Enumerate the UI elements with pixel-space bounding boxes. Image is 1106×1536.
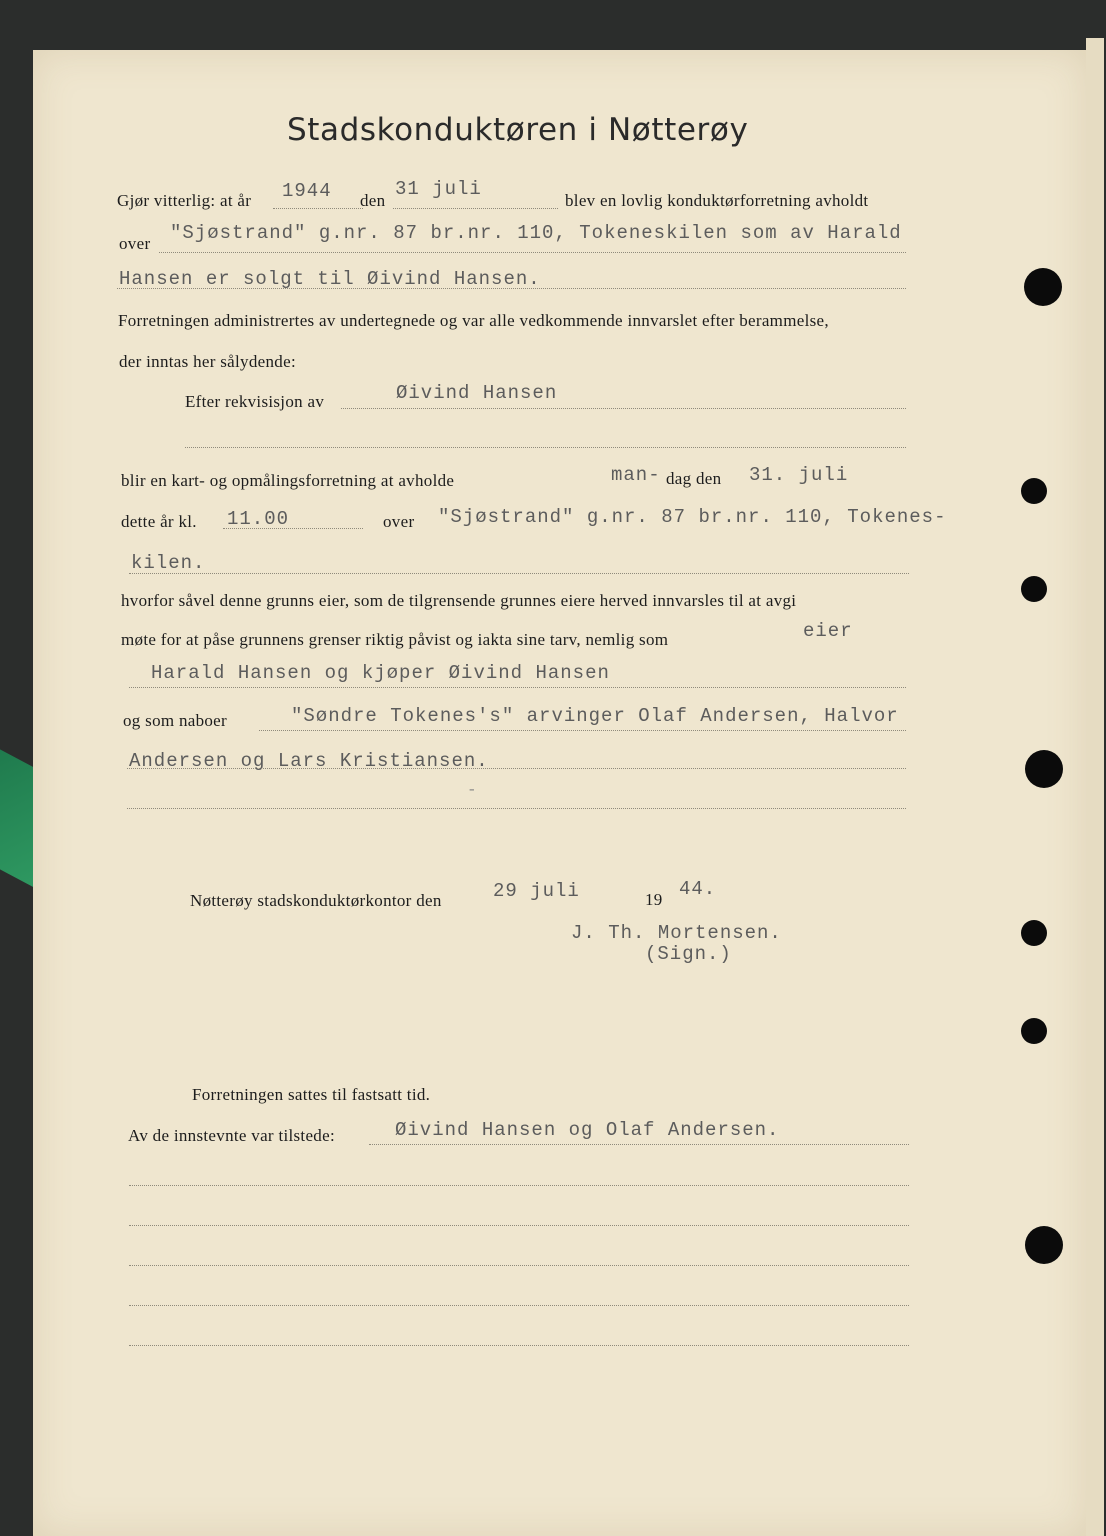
dette-ar-label: dette år kl. — [121, 512, 197, 531]
notice-line-2: møte for at påse grunnens grenser riktig påvist og iakta sine tarv, nemlig som — [121, 630, 669, 649]
footer-dotted-line-3 — [129, 1265, 909, 1266]
punch-hole — [1025, 1226, 1063, 1264]
signatory-sign: (Sign.) — [645, 943, 732, 965]
signature-place-label: Nøtterøy stadskonduktørkontor den — [190, 891, 442, 910]
owner-dotted-line — [129, 687, 906, 688]
footer-dotted-line-4 — [129, 1305, 909, 1306]
signature-year-suffix: 44. — [679, 878, 717, 900]
property-line-2: Hansen er solgt til Øivind Hansen. — [119, 268, 541, 290]
property-line-1: "Sjøstrand" g.nr. 87 br.nr. 110, Tokeneskilen som av Harald — [170, 222, 902, 244]
neighbours-dotted-line-2 — [127, 768, 906, 769]
punch-hole — [1024, 268, 1062, 306]
neighbours-line-1: "Søndre Tokenes's" arvinger Olaf Andersen, Halvor — [291, 705, 899, 727]
present-names: Øivind Hansen og Olaf Andersen. — [395, 1119, 780, 1141]
intro-suffix-label: blev en lovlig konduktørforretning avholdt — [565, 191, 869, 210]
punch-hole — [1021, 920, 1047, 946]
neighbours-dotted-line-1 — [259, 730, 906, 731]
year-dotted-line — [273, 208, 363, 209]
intro-den-label: den — [360, 191, 386, 210]
survey-time: 11.00 — [227, 508, 290, 530]
signatory-name: J. Th. Mortensen. — [571, 922, 782, 944]
over-label: over — [119, 234, 151, 253]
admin-text-line-2: der inntas her sålydende: — [119, 352, 296, 371]
page-title: Stadskonduktøren i Nøtterøy — [287, 112, 749, 148]
survey-date: 31. juli — [749, 464, 849, 486]
intro-label: Gjør vitterlig: at år — [117, 191, 252, 210]
held-label: Forretningen sattes til fastsatt tid. — [192, 1085, 431, 1104]
survey-label: blir en kart- og opmålingsforretning at avholde — [121, 471, 455, 490]
survey-dotted-line-2 — [129, 573, 909, 574]
date-dotted-line — [393, 208, 558, 209]
next-page-edge — [1086, 38, 1104, 1536]
present-dotted-line — [369, 1144, 909, 1145]
pen-mark: - — [467, 781, 477, 799]
blank-dotted-line-2 — [127, 808, 906, 809]
survey-property-line-2: kilen. — [131, 552, 206, 574]
time-dotted-line — [223, 528, 363, 529]
survey-over-label: over — [383, 512, 415, 531]
intro-year: 1944 — [282, 180, 332, 202]
blank-dotted-line — [185, 447, 906, 448]
property-dotted-line-1 — [159, 252, 906, 253]
owner-names: Harald Hansen og kjøper Øivind Hansen — [151, 662, 610, 684]
requisition-dotted-line — [341, 408, 906, 409]
survey-dag-den-label: dag den — [666, 469, 722, 488]
neighbours-label: og som naboer — [123, 711, 227, 730]
present-label: Av de innstevnte var tilstede: — [128, 1126, 335, 1145]
requisition-name: Øivind Hansen — [396, 382, 558, 404]
punch-hole — [1025, 750, 1063, 788]
signature-year-prefix: 19 — [645, 890, 663, 909]
survey-weekday: man- — [611, 464, 661, 486]
footer-dotted-line-2 — [129, 1225, 909, 1226]
punch-hole — [1021, 1018, 1047, 1044]
owner-role: eier — [803, 620, 853, 642]
survey-property-line-1: "Sjøstrand" g.nr. 87 br.nr. 110, Tokenes- — [438, 506, 947, 528]
footer-dotted-line-5 — [129, 1345, 909, 1346]
document-page — [33, 50, 1086, 1536]
footer-dotted-line-1 — [129, 1185, 909, 1186]
admin-text-line-1: Forretningen administrertes av undertegnede og var alle vedkommende innvarslet efter berammelse, — [118, 311, 829, 330]
property-dotted-line-2 — [117, 288, 906, 289]
punch-hole — [1021, 478, 1047, 504]
requisition-label: Efter rekvisisjon av — [185, 392, 325, 411]
notice-line-1: hvorfor såvel denne grunns eier, som de tilgrensende grunnes eiere herved innvarsles til at avgi — [121, 591, 797, 610]
signature-date: 29 juli — [493, 880, 580, 902]
punch-hole — [1021, 576, 1047, 602]
neighbours-line-2: Andersen og Lars Kristiansen. — [129, 750, 489, 772]
intro-date: 31 juli — [395, 178, 482, 200]
